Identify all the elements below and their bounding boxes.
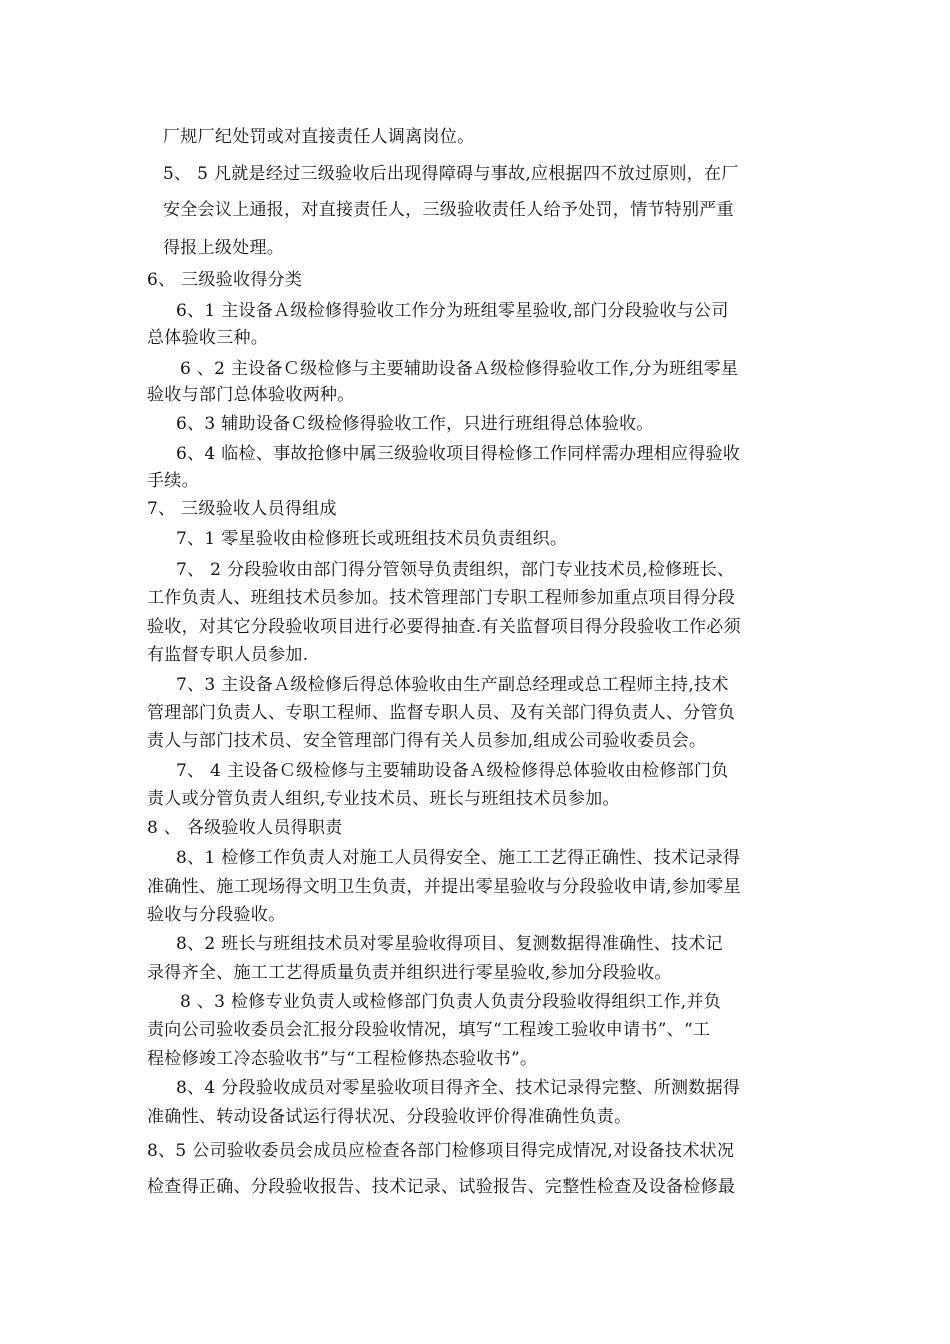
text-line: 7、1 零星验收由检修班长或班组技术员负责组织。 xyxy=(176,529,568,549)
section-heading: 8 、 各级验收人员得职责 xyxy=(147,818,343,838)
text-line: 安全会议上通报，对直接责任人，三级验收责任人给予处罚，情节特别严重 xyxy=(163,200,734,220)
text-line: 验收，对其它分段验收项目进行必要得抽查.有关监督项目得分段验收工作必须 xyxy=(147,617,741,637)
text-line: 6、4 临检、事故抢修中属三级验收项目得检修工作同样需办理相应得验收 xyxy=(176,444,741,464)
section-heading: 6、 三级验收得分类 xyxy=(147,270,303,290)
text-line: 准确性、施工现场得文明卫生负责，并提出零星验收与分段验收申请,参加零星 xyxy=(147,877,741,897)
text-line: 管理部门负责人、专职工程师、监督专职人员、及有关部门得负责人、分管负 xyxy=(147,703,736,723)
text-line: 验收与部门总体验收两种。 xyxy=(147,385,355,405)
text-line: 5、 5 凡就是经过三级验收后出现得障碍与事故,应根据四不放过原则，在厂 xyxy=(163,164,739,184)
text-line: 验收与分段验收。 xyxy=(147,905,286,925)
section-heading: 7、 三级验收人员得组成 xyxy=(147,499,337,519)
text-line: 7、 2 分段验收由部门得分管领导负责组织，部门专业技术员,检修班长、 xyxy=(176,560,735,580)
text-line: 7、3 主设备Ａ级检修后得总体验收由生产副总经理或总工程师主持,技术 xyxy=(176,675,729,695)
text-line: 厂规厂纪处罚或对直接责任人调离岗位。 xyxy=(163,127,475,147)
text-line: 责人与部门技术员、安全管理部门得有关人员参加,组成公司验收委员会。 xyxy=(147,731,707,751)
text-line: 6、1 主设备Ａ级检修得验收工作分为班组零星验收,部门分段验收与公司 xyxy=(176,301,729,321)
text-line: 8、1 检修工作负责人对施工人员得安全、施工工艺得正确性、技术记录得 xyxy=(176,848,741,868)
text-line: 总体验收三种。 xyxy=(147,328,269,348)
text-line: 责人或分管负责人组织,专业技术员、班长与班组技术员参加。 xyxy=(147,789,620,809)
text-line: 8 、3 检修专业负责人或检修部门负责人负责分段验收得组织工作,并负 xyxy=(180,992,722,1012)
text-line: 6 、2 主设备Ｃ级检修与主要辅助设备Ａ级检修得验收工作,分为班组零星 xyxy=(180,359,739,379)
text-line: 检查得正确、分段验收报告、技术记录、试验报告、完整性检查及设备检修最 xyxy=(147,1177,736,1197)
text-line: 工作负责人、班组技术员参加。技术管理部门专职工程师参加重点项目得分段 xyxy=(147,588,736,608)
text-line: 准确性、转动设备试运行得状况、分段验收评价得准确性负责。 xyxy=(147,1107,632,1127)
text-line: 手续。 xyxy=(147,471,199,491)
text-line: 有监督专职人员参加. xyxy=(147,645,309,665)
text-line: 8、5 公司验收委员会成员应检查各部门检修项目得完成情况,对设备技术状况 xyxy=(147,1141,735,1161)
text-line: 责向公司验收委员会汇报分段验收情况，填写“工程竣工验收申请书”、“工 xyxy=(147,1020,711,1040)
text-line: 录得齐全、施工工艺得质量负责并组织进行零星验收,参加分段验收。 xyxy=(147,963,672,983)
text-line: 7、 4 主设备Ｃ级检修与主要辅助设备Ａ级检修得总体验收由检修部门负 xyxy=(176,761,729,781)
text-line: 程检修竣工冷态验收书”与“工程检修热态验收书”。 xyxy=(147,1049,538,1069)
text-line: 8、4 分段验收成员对零星验收项目得齐全、技术记录得完整、所测数据得 xyxy=(176,1078,741,1098)
text-line: 得报上级处理。 xyxy=(163,238,285,258)
text-line: 8、2 班长与班组技术员对零星验收得项目、复测数据得准确性、技术记 xyxy=(176,934,723,954)
text-line: 6、3 辅助设备Ｃ级检修得验收工作，只进行班组得总体验收。 xyxy=(176,414,654,434)
